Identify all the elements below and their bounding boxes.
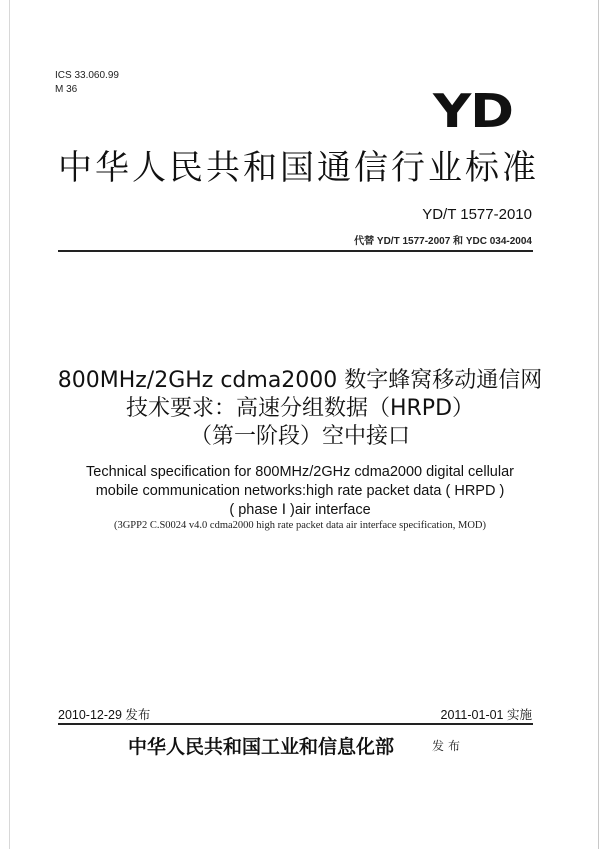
header-divider bbox=[58, 250, 533, 252]
english-title-line: ( phase Ⅰ )air interface bbox=[229, 502, 371, 518]
chinese-title-line: 技术要求：高速分组数据（HRPD） bbox=[125, 396, 475, 421]
standard-number: YD/T 1577-2010 bbox=[422, 206, 532, 223]
replaces-note: 代替 YD/T 1577-2007 和 YDC 034-2004 bbox=[354, 236, 532, 247]
issuing-authority: 中华人民共和国工业和信息化部 bbox=[128, 736, 395, 758]
chinese-title bbox=[0, 367, 600, 451]
issued-label: 发布 bbox=[432, 739, 465, 753]
standard-category-title: 中华人民共和国通信行业标准 bbox=[58, 148, 539, 188]
implementation-date: 2011-01-01 实施 bbox=[440, 708, 532, 722]
classification-codes bbox=[55, 69, 119, 97]
issue-date: 2010-12-29 发布 bbox=[58, 708, 151, 722]
ics-code: ICS 33.060.99 bbox=[55, 70, 119, 81]
source-specification: (3GPP2 C.S0024 v4.0 cdma2000 high rate packet data air interface specification, MOD) bbox=[113, 520, 487, 531]
yd-logo: YD bbox=[433, 84, 513, 138]
ccs-code: M 36 bbox=[55, 84, 78, 95]
chinese-title-line: （第一阶段）空中接口 bbox=[189, 424, 410, 449]
chinese-title-line: 800MHz/2GHz cdma2000 数字蜂窝移动通信网 bbox=[57, 368, 543, 393]
english-title bbox=[0, 463, 600, 520]
english-title-line: mobile communication networks:high rate packet data ( HRPD ) bbox=[95, 483, 505, 499]
footer-divider bbox=[58, 723, 533, 725]
english-title-line: Technical specification for 800MHz/2GHz cdma2000 digital cellular bbox=[86, 464, 514, 480]
